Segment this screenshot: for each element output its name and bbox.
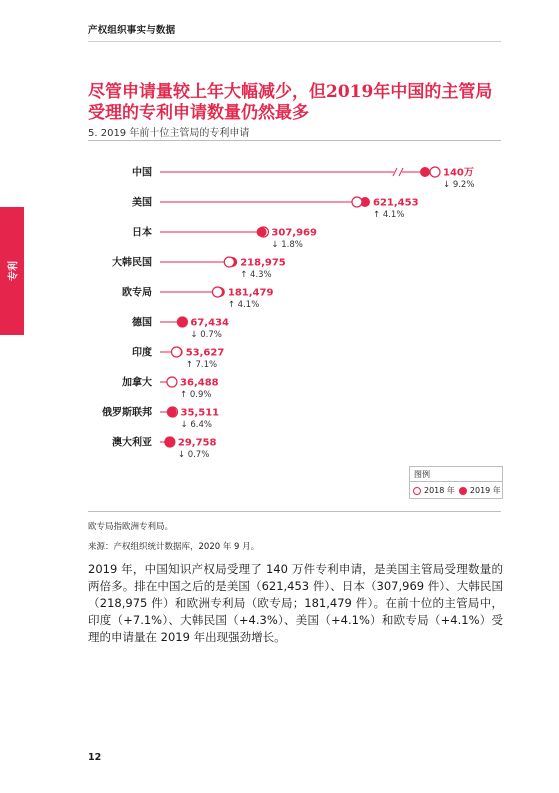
chart-divider: [88, 511, 501, 512]
category-label: 澳大利亚: [112, 437, 152, 449]
change-label: ↑ 4.3%: [240, 270, 272, 280]
marker-2019: [167, 407, 177, 417]
marker-2018: [172, 347, 182, 357]
caption-divider: [88, 140, 501, 141]
legend-2018-marker: [413, 487, 421, 495]
category-label: 中国: [132, 167, 152, 179]
legend-2018-label: 2018 年: [424, 486, 455, 495]
category-label: 欧专局: [122, 287, 152, 299]
value-label: 29,758: [177, 437, 217, 449]
marker-2019: [177, 317, 187, 327]
value-label: 53,627: [185, 347, 225, 359]
legend-divider: [410, 481, 502, 482]
marker-2018: [352, 197, 362, 207]
dot-chart: [0, 150, 559, 460]
category-label: 德国: [132, 317, 152, 329]
category-label: 印度: [132, 347, 152, 359]
page-title: 尽管申请量较上年大幅减少，但2019年中国的主管局受理的专利申请数量仍然最多: [88, 82, 493, 123]
change-label: ↑ 0.9%: [180, 390, 212, 400]
value-label: 218,975: [240, 257, 286, 269]
change-label: ↓ 0.7%: [190, 330, 222, 340]
side-tab-label: 专利: [8, 261, 20, 281]
marker-2019: [420, 167, 430, 177]
change-label: ↓ 9.2%: [443, 180, 475, 190]
body-paragraph: 2019 年，中国知识产权局受理了 140 万件专利申请，是美国主管局受理数量的两倍多。排在中国之后的是美国（621,453 件）、日本（307,969 件）、大韩民国（218,975 件）和欧洲专利局（欧专局；181,479 件）。在前十位的主管局中，印度（+7.1%）、大韩民国（+4.3%）、美国（+4.1%）和欧专局（+4.1%）受理的申请量在 2019 年出现强劲增长。: [88, 562, 503, 644]
change-label: ↓ 0.7%: [177, 450, 210, 460]
marker-2019: [165, 437, 175, 447]
value-label: 36,488: [180, 377, 219, 389]
change-label: ↓ 1.8%: [271, 240, 303, 250]
value-label: 140万: [443, 167, 474, 179]
change-label: ↑ 4.1%: [227, 300, 260, 310]
value-label: 35,511: [180, 407, 220, 419]
marker-2018: [430, 167, 440, 177]
header-divider: [88, 41, 501, 42]
value-label: 307,969: [271, 227, 317, 239]
marker-2018: [167, 377, 177, 387]
marker-2018: [224, 257, 234, 267]
category-label: 俄罗斯联邦: [102, 407, 152, 419]
marker-2019: [257, 227, 267, 237]
marker-2018: [213, 287, 223, 297]
legend-2019-label: 2019 年: [469, 486, 501, 495]
change-label: ↓ 6.4%: [180, 420, 212, 430]
section-header: 产权组织事实与数据: [88, 25, 176, 36]
value-label: 181,479: [227, 287, 274, 299]
source-note: 来源：产权组织统计数据库，2020 年 9 月。: [88, 542, 260, 552]
chart-legend: [409, 466, 503, 499]
legend-title: 图例: [414, 470, 430, 479]
change-label: ↑ 7.1%: [185, 360, 218, 370]
page-number: 12: [88, 752, 102, 763]
category-label: 美国: [132, 197, 152, 209]
category-label: 大韩民国: [112, 257, 152, 269]
footnote: 欧专局指欧洲专利局。: [88, 522, 174, 532]
figure-caption: 5. 2019 年前十位主管局的专利申请: [88, 128, 250, 139]
category-label: 加拿大: [122, 377, 152, 389]
category-label: 日本: [132, 227, 152, 239]
value-label: 67,434: [190, 317, 229, 329]
legend-2019-marker: [459, 487, 467, 495]
value-label: 621,453: [373, 197, 419, 209]
change-label: ↑ 4.1%: [373, 210, 405, 220]
